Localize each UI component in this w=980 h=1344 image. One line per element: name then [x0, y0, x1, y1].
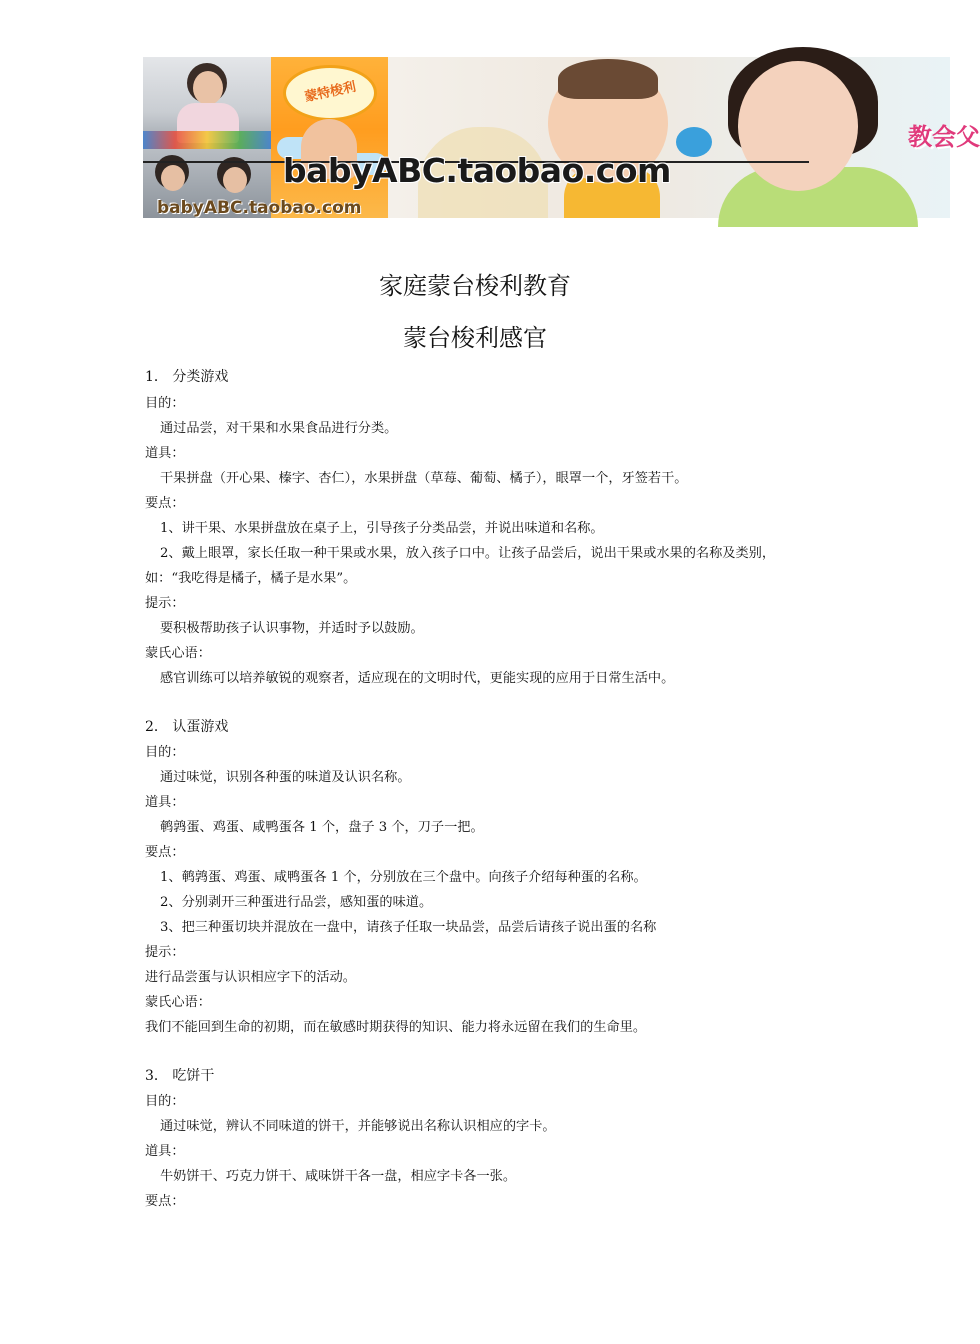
tools-text: 干果拼盘（开心果、榛字、杏仁），水果拼盘（草莓、葡萄、橘子），眼罩一个，牙签若干。 — [160, 471, 688, 486]
section-heading: 3． 吃饼干 — [145, 1068, 215, 1084]
document-subtitle: 蒙台梭利感官 — [403, 324, 547, 352]
tools-text: 牛奶饼干、巧克力饼干、咸味饼干各一盘，相应字卡各一张。 — [160, 1169, 517, 1184]
tip-label: 提示： — [145, 596, 185, 611]
purpose-label: 目的： — [145, 1094, 185, 1109]
document-title: 家庭蒙台梭利教育 — [379, 272, 571, 300]
purpose-label: 目的： — [145, 396, 185, 411]
header-banner-image — [143, 57, 980, 218]
points-label: 要点： — [145, 845, 185, 860]
section-heading: 2． 认蛋游戏 — [145, 719, 229, 735]
tools-text: 鹌鹑蛋、鸡蛋、咸鸭蛋各 1 个，盘子 3 个，刀子一把。 — [160, 820, 484, 835]
quote-label: 蒙氏心语： — [145, 995, 211, 1010]
purpose-text: 通过味觉，辨认不同味道的饼干，并能够说出名称认识相应的字卡。 — [160, 1119, 556, 1134]
points-label: 要点： — [145, 496, 185, 511]
banner-bubble: 蒙特梭利 — [283, 65, 377, 121]
purpose-text: 通过品尝，对干果和水果食品进行分类。 — [160, 421, 398, 436]
point-item-continuation: 如：“我吃得是橘子，橘子是水果”。 — [145, 571, 357, 586]
tools-label: 道具： — [145, 795, 185, 810]
banner-photo-children — [143, 57, 271, 218]
banner-website-text: babyABC.taobao.com — [283, 151, 671, 190]
section-heading: 1． 分类游戏 — [145, 369, 229, 385]
point-item: 2、分别剥开三种蛋进行品尝，感知蛋的味道。 — [160, 895, 433, 910]
banner-photo-mother-baby — [388, 57, 980, 218]
banner-photo-montessori — [271, 57, 388, 218]
tip-text: 进行品尝蛋与认识相应字下的活动。 — [145, 970, 356, 985]
point-item: 3、把三种蛋切块并混放在一盘中，请孩子任取一块品尝，品尝后请孩子说出蛋的名称 — [160, 920, 657, 935]
point-item: 2、戴上眼罩，家长任取一种干果或水果，放入孩子口中。让孩子品尝后，说出干果或水果的名称及类别， — [160, 546, 776, 561]
quote-label: 蒙氏心语： — [145, 646, 211, 661]
point-item: 1、讲干果、水果拼盘放在桌子上，引导孩子分类品尝，并说出味道和名称。 — [160, 521, 604, 536]
tools-label: 道具： — [145, 446, 185, 461]
point-item: 1、鹌鹑蛋、鸡蛋、咸鸭蛋各 1 个，分别放在三个盘中。向孩子介绍每种蛋的名称。 — [160, 870, 647, 885]
banner-logo: babyABC.taobao.com — [157, 198, 362, 218]
banner-corner-text: 教会父 — [908, 123, 980, 151]
points-label: 要点： — [145, 1194, 185, 1209]
quote-text: 我们不能回到生命的初期，而在敏感时期获得的知识、能力将永远留在我们的生命里。 — [145, 1020, 647, 1035]
tip-text: 要积极帮助孩子认识事物，并适时予以鼓励。 — [160, 621, 424, 636]
tools-label: 道具： — [145, 1144, 185, 1159]
quote-text: 感官训练可以培养敏锐的观察者，适应现在的文明时代，更能实现的应用于日常生活中。 — [160, 671, 675, 686]
tip-label: 提示： — [145, 945, 185, 960]
purpose-label: 目的： — [145, 745, 185, 760]
purpose-text: 通过味觉，识别各种蛋的味道及认识名称。 — [160, 770, 411, 785]
